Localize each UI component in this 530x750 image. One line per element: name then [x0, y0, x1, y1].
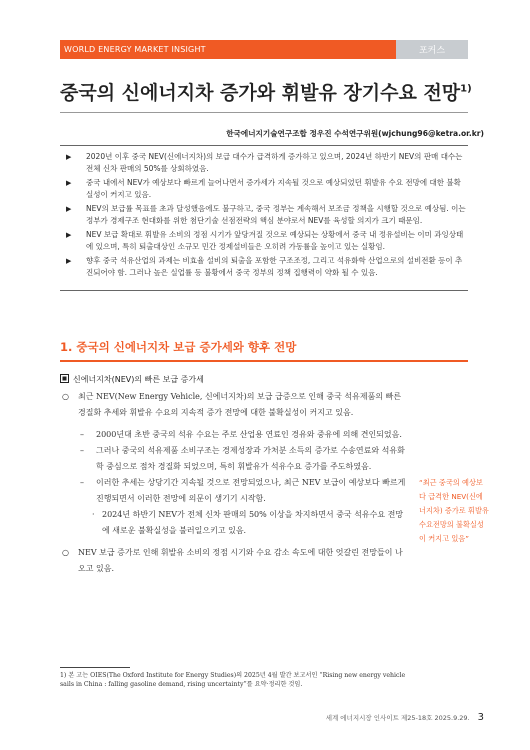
paragraph-text: 최근 NEV(New Energy Vehicle, 신에너지차)의 보급 급증으로 인해 중국 석유제품의 빠른 경질화 추세와 휘발유 수요의 지속적 증가 전망에 대한 불확실성이 커지고 있음. — [78, 392, 402, 417]
dash-bullet: – — [80, 430, 84, 439]
dash-item — [60, 475, 410, 507]
square-bullet-icon — [60, 374, 69, 383]
footer-text: 세계 에너지시장 인사이트 제25-18호 2025.9.29. — [325, 714, 470, 722]
triangle-bullet-icon: ▶ — [66, 231, 72, 239]
paragraph — [60, 389, 410, 421]
dash-item-text: 이러한 추세는 상당기간 지속될 것으로 전망되었으나, 최근 NEV 보급이 예상보다 빠르게 진행되면서 이러한 전망에 의문이 생기기 시작함. — [96, 478, 406, 503]
dash-item — [60, 427, 410, 443]
triangle-bullet-icon: ▶ — [66, 179, 72, 187]
dash-item-text: 그러나 중국의 석유제품 소비구조는 경제성장과 가처분 소득의 증가로 수송연료와 석유화학 중심으로 점차 경질화 되었으며, 특히 휘발유가 석유수요 증가를 주도하였음. — [96, 446, 405, 471]
subsection-heading-text: 신에너지차(NEV)의 빠른 보급 증가세 — [73, 375, 204, 384]
summary-text: NEV의 보급률 목표를 초과 달성했음에도 불구하고, 중국 정부는 계속해서 보조금 정책을 시행할 것으로 예상됨. 이는 정부가 경제구조 현대화를 위한 첨단기술 선점전략의 핵심 분야로서 NEV를 육성할 의지가 크기 때문임. — [86, 204, 466, 225]
dash-bullet: – — [80, 478, 84, 487]
body-text — [60, 389, 410, 577]
page-title — [60, 78, 480, 105]
paragraph — [60, 545, 410, 577]
footnote-divider — [60, 667, 130, 668]
page-number: 3 — [477, 712, 484, 723]
summary-item — [60, 229, 468, 253]
circle-bullet-icon: ○ — [62, 548, 69, 557]
section-title: 1. 중국의 신에너지차 보급 증가세와 향후 전망 — [60, 340, 297, 354]
triangle-bullet-icon: ▶ — [66, 153, 72, 161]
publication-label: WORLD ENERGY MARKET INSIGHT — [64, 45, 206, 54]
summary-text: 향후 중국 석유산업의 과제는 비효율 설비의 퇴출을 포함한 구조조정, 그리고 석유화학 산업으로의 설비전환 등이 추진되어야 함. 그러나 높은 실업률 등 불황에서 중국 정부의 정책 집행력이 약화 될 수 있음. — [86, 256, 463, 277]
circle-bullet-icon: ○ — [62, 392, 69, 401]
subsection-heading — [60, 374, 204, 385]
dash-item — [60, 443, 410, 475]
category-tag: 포커스 — [396, 40, 468, 59]
page-footer — [326, 712, 484, 723]
triangle-bullet-icon: ▶ — [66, 205, 72, 213]
title-divider — [60, 112, 468, 113]
summary-text: 중국 내에서 NEV가 예상보다 빠르게 늘어나면서 증가세가 지속될 것으로 예상되었던 휘발유 수요 전망에 대한 불확실성이 커지고 있음. — [86, 178, 461, 199]
footnote: 1) 본 고는 OIES(The Oxford Institute for Energy Studies)의 2025년 4월 발간 보고서인 “Rising new energy vehicle sails in China : falling gasoline demand, rising uncertainty”를 요약·정리한 것임. — [60, 672, 406, 688]
section-divider — [60, 360, 468, 362]
summary-box — [60, 145, 468, 291]
summary-item — [60, 255, 468, 279]
summary-item — [60, 151, 468, 175]
summary-item — [60, 203, 468, 227]
dot-item — [60, 507, 410, 539]
title-text: 중국의 신에너지차 증가와 휘발유 장기수요 전망 — [60, 82, 461, 104]
title-footnote-mark: 1) — [460, 83, 472, 95]
dot-item-text: 2024년 하반기 NEV가 전체 신차 판매의 50% 이상을 차지하면서 중국 석유수요 전망에 새로운 불확실성을 불러일으키고 있음. — [102, 510, 404, 535]
triangle-bullet-icon: ▶ — [66, 257, 72, 265]
dash-bullet: – — [80, 446, 84, 455]
author-line: 한국에너지기술연구조합 정우진 수석연구위원(wjchung96@ketra.or.kr) — [226, 129, 484, 138]
paragraph-text: NEV 보급 증가로 인해 휘발유 소비의 정점 시기와 수요 감소 속도에 대한 엇갈린 전망들이 나오고 있음. — [78, 548, 403, 573]
dash-item-text: 2000년대 초반 중국의 석유 수요는 주로 산업용 연료인 경유와 중유에 의해 견인되었음. — [96, 430, 402, 439]
summary-item — [60, 177, 468, 201]
header-bar — [60, 40, 468, 59]
dot-bullet: · — [92, 510, 95, 519]
summary-text: NEV 보급 확대로 휘발유 소비의 정점 시기가 앞당겨질 것으로 예상되는 상황에서 중국 내 정유설비는 이미 과잉상태에 있으며, 특히 퇴출대상인 소규모 민간 정제설비들은 오히려 가동률을 높이고 있는 실황임. — [86, 230, 464, 251]
pull-quote: “최근 중국의 예상보다 급격한 NEV(신에너지차) 증가로 휘발유 수요전망의 불확실성이 커지고 있음” — [419, 478, 489, 543]
summary-text: 2020년 이후 중국 NEV(신에너지차)의 보급 대수가 급격하게 증가하고 있으며, 2024년 하반기 NEV의 판매 대수는 전체 신차 판매의 50%를 상회하였음. — [86, 152, 463, 173]
